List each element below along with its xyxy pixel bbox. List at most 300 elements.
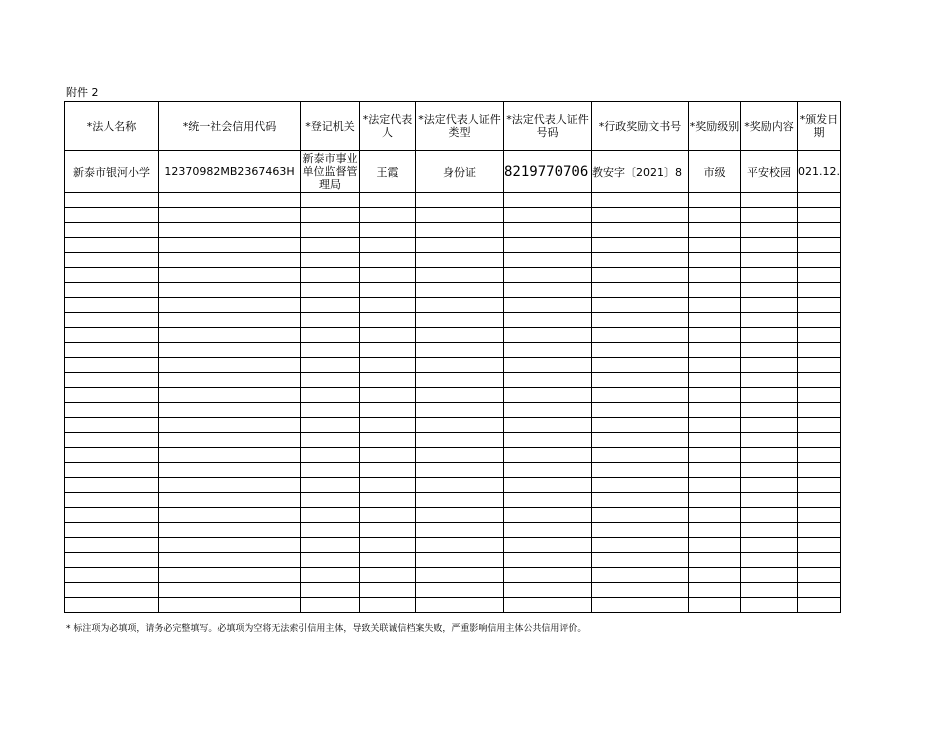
empty-cell[interactable] [689,583,741,598]
empty-cell[interactable] [504,478,592,493]
empty-cell[interactable] [741,388,798,403]
empty-cell[interactable] [741,238,798,253]
table-row [65,208,841,223]
empty-cell[interactable] [416,328,504,343]
empty-cell[interactable] [689,253,741,268]
empty-cell[interactable] [65,433,159,448]
empty-cell[interactable] [798,373,841,388]
empty-cell[interactable] [416,373,504,388]
empty-cell[interactable] [689,463,741,478]
empty-cell[interactable] [741,403,798,418]
empty-cell[interactable] [159,463,301,478]
empty-cell[interactable] [65,328,159,343]
empty-cell[interactable] [592,403,689,418]
empty-cell[interactable] [741,223,798,238]
empty-cell[interactable] [360,253,416,268]
empty-cell[interactable] [65,313,159,328]
empty-cell[interactable] [159,253,301,268]
empty-cell[interactable] [65,553,159,568]
empty-cell[interactable] [301,268,360,283]
empty-cell[interactable] [592,298,689,313]
empty-cell[interactable] [741,538,798,553]
cell-id-type[interactable]: 身份证 [416,151,504,193]
empty-cell[interactable] [592,283,689,298]
empty-cell[interactable] [159,328,301,343]
empty-cell[interactable] [301,373,360,388]
empty-cell[interactable] [741,253,798,268]
empty-cell[interactable] [65,508,159,523]
empty-cell[interactable] [65,403,159,418]
empty-cell[interactable] [689,268,741,283]
empty-cell[interactable] [592,193,689,208]
empty-cell[interactable] [741,493,798,508]
empty-cell[interactable] [798,208,841,223]
empty-cell[interactable] [689,553,741,568]
empty-cell[interactable] [741,193,798,208]
empty-cell[interactable] [504,433,592,448]
empty-cell[interactable] [360,373,416,388]
empty-cell[interactable] [741,583,798,598]
empty-cell[interactable] [65,268,159,283]
empty-cell[interactable] [798,298,841,313]
empty-cell[interactable] [159,208,301,223]
empty-cell[interactable] [301,538,360,553]
empty-cell[interactable] [416,208,504,223]
table-row [65,508,841,523]
empty-cell[interactable] [592,553,689,568]
empty-cell[interactable] [416,268,504,283]
empty-cell[interactable] [159,313,301,328]
empty-cell[interactable] [504,493,592,508]
cell-registration-authority[interactable]: 新泰市事业单位监督管理局 [302,152,358,191]
empty-cell[interactable] [504,193,592,208]
empty-cell[interactable] [301,193,360,208]
empty-cell[interactable] [159,478,301,493]
empty-cell[interactable] [360,193,416,208]
empty-cell[interactable] [592,538,689,553]
empty-cell[interactable] [159,238,301,253]
empty-cell[interactable] [592,358,689,373]
empty-cell[interactable] [504,403,592,418]
empty-cell[interactable] [689,388,741,403]
empty-cell[interactable] [360,238,416,253]
empty-cell[interactable] [416,358,504,373]
empty-cell[interactable] [159,508,301,523]
empty-cell[interactable] [360,388,416,403]
empty-cell[interactable] [689,478,741,493]
cell-id-number[interactable]: 8219770706 [504,151,592,193]
empty-cell[interactable] [65,598,159,613]
empty-cell[interactable] [741,283,798,298]
empty-cell[interactable] [592,568,689,583]
empty-cell[interactable] [798,523,841,538]
empty-cell[interactable] [798,448,841,463]
empty-cell[interactable] [741,598,798,613]
empty-cell[interactable] [504,373,592,388]
empty-cell[interactable] [592,343,689,358]
empty-cell[interactable] [741,418,798,433]
empty-cell[interactable] [689,433,741,448]
cell-legal-name[interactable]: 新泰市银河小学 [65,151,159,193]
empty-cell[interactable] [504,283,592,298]
empty-cell[interactable] [65,283,159,298]
empty-cell[interactable] [741,373,798,388]
empty-cell[interactable] [798,283,841,298]
empty-cell[interactable] [65,583,159,598]
empty-cell[interactable] [504,268,592,283]
empty-cell[interactable] [65,448,159,463]
empty-cell[interactable] [504,358,592,373]
empty-cell[interactable] [65,418,159,433]
empty-cell[interactable] [159,493,301,508]
empty-cell[interactable] [741,463,798,478]
empty-cell[interactable] [416,313,504,328]
table-row [65,328,841,343]
empty-cell[interactable] [65,208,159,223]
empty-cell[interactable] [689,568,741,583]
empty-cell[interactable] [301,223,360,238]
empty-cell[interactable] [416,598,504,613]
empty-cell[interactable] [592,583,689,598]
empty-cell[interactable] [301,238,360,253]
empty-cell[interactable] [65,238,159,253]
empty-cell[interactable] [65,493,159,508]
empty-cell[interactable] [360,343,416,358]
empty-cell[interactable] [360,463,416,478]
header-id-number: *法定代表人证件号码 [504,102,592,151]
empty-cell[interactable] [416,418,504,433]
empty-cell[interactable] [416,223,504,238]
empty-cell[interactable] [159,358,301,373]
empty-cell[interactable] [504,253,592,268]
empty-cell[interactable] [741,508,798,523]
empty-cell[interactable] [798,358,841,373]
empty-cell[interactable] [301,208,360,223]
empty-cell[interactable] [416,403,504,418]
empty-cell[interactable] [159,553,301,568]
empty-cell[interactable] [65,388,159,403]
empty-cell[interactable] [360,493,416,508]
empty-cell[interactable] [416,523,504,538]
empty-cell[interactable] [504,538,592,553]
empty-cell[interactable] [504,508,592,523]
table-row [65,538,841,553]
empty-cell[interactable] [301,478,360,493]
empty-cell[interactable] [301,583,360,598]
empty-cell[interactable] [416,463,504,478]
empty-cell[interactable] [301,568,360,583]
empty-cell[interactable] [301,253,360,268]
empty-cell[interactable] [689,283,741,298]
empty-cell[interactable] [416,343,504,358]
empty-cell[interactable] [798,388,841,403]
empty-cell[interactable] [741,328,798,343]
empty-cell[interactable] [689,523,741,538]
cell-credit-code[interactable]: 12370982MB2367463H [159,151,301,193]
empty-cell[interactable] [592,238,689,253]
empty-cell[interactable] [798,253,841,268]
empty-cell[interactable] [689,238,741,253]
empty-cell[interactable] [360,268,416,283]
empty-cell[interactable] [798,583,841,598]
empty-cell[interactable] [416,538,504,553]
empty-cell[interactable] [798,328,841,343]
empty-cell[interactable] [798,463,841,478]
empty-cell[interactable] [741,433,798,448]
empty-cell[interactable] [65,223,159,238]
empty-cell[interactable] [360,328,416,343]
empty-cell[interactable] [159,193,301,208]
empty-cell[interactable] [741,358,798,373]
empty-cell[interactable] [360,538,416,553]
empty-cell[interactable] [689,328,741,343]
empty-cell[interactable] [159,403,301,418]
empty-cell[interactable] [159,568,301,583]
empty-cell[interactable] [504,448,592,463]
empty-cell[interactable] [504,223,592,238]
empty-cell[interactable] [592,418,689,433]
empty-cell[interactable] [798,193,841,208]
empty-cell[interactable] [301,523,360,538]
empty-cell[interactable] [504,313,592,328]
empty-cell[interactable] [360,403,416,418]
empty-cell[interactable] [592,463,689,478]
empty-cell[interactable] [416,478,504,493]
empty-cell[interactable] [360,283,416,298]
cell-issue-date[interactable]: 021.12. [798,151,841,193]
empty-cell[interactable] [360,208,416,223]
empty-cell[interactable] [65,358,159,373]
empty-cell[interactable] [416,253,504,268]
empty-cell[interactable] [798,403,841,418]
empty-cell[interactable] [592,493,689,508]
empty-cell[interactable] [159,583,301,598]
empty-cell[interactable] [65,193,159,208]
empty-cell[interactable] [65,298,159,313]
cell-document-no[interactable]: 教安字〔2021〕8 [592,151,689,193]
empty-cell[interactable] [65,568,159,583]
empty-cell[interactable] [689,298,741,313]
empty-cell[interactable] [798,343,841,358]
empty-cell[interactable] [504,208,592,223]
empty-cell[interactable] [416,238,504,253]
empty-cell[interactable] [741,523,798,538]
empty-cell[interactable] [798,433,841,448]
empty-cell[interactable] [592,433,689,448]
empty-cell[interactable] [798,223,841,238]
empty-cell[interactable] [360,598,416,613]
empty-cell[interactable] [592,208,689,223]
empty-cell[interactable] [159,343,301,358]
empty-cell[interactable] [504,463,592,478]
empty-cell[interactable] [798,553,841,568]
empty-cell[interactable] [65,523,159,538]
empty-cell[interactable] [592,373,689,388]
empty-cell[interactable] [741,313,798,328]
empty-cell[interactable] [301,508,360,523]
empty-cell[interactable] [689,373,741,388]
empty-cell[interactable] [416,568,504,583]
empty-cell[interactable] [301,328,360,343]
empty-cell[interactable] [301,298,360,313]
empty-cell[interactable] [416,508,504,523]
empty-cell[interactable] [360,298,416,313]
empty-cell[interactable] [159,283,301,298]
empty-cell[interactable] [65,373,159,388]
empty-cell[interactable] [798,478,841,493]
empty-cell[interactable] [301,388,360,403]
empty-cell[interactable] [689,448,741,463]
empty-cell[interactable] [416,283,504,298]
table-row [65,568,841,583]
empty-cell[interactable] [741,568,798,583]
empty-cell[interactable] [159,223,301,238]
empty-cell[interactable] [592,313,689,328]
empty-cell[interactable] [159,388,301,403]
empty-cell[interactable] [416,583,504,598]
empty-cell[interactable] [798,418,841,433]
empty-cell[interactable] [301,448,360,463]
cell-legal-rep[interactable]: 王霞 [360,151,416,193]
header-registration-authority: *登记机关 [301,102,360,151]
empty-cell[interactable] [504,568,592,583]
empty-cell[interactable] [689,403,741,418]
empty-cell[interactable] [798,598,841,613]
empty-cell[interactable] [301,418,360,433]
empty-cell[interactable] [798,538,841,553]
empty-cell[interactable] [416,493,504,508]
empty-cell[interactable] [592,268,689,283]
empty-cell[interactable] [301,313,360,328]
empty-cell[interactable] [416,553,504,568]
empty-cell[interactable] [360,433,416,448]
empty-cell[interactable] [798,568,841,583]
empty-cell[interactable] [592,253,689,268]
empty-cell[interactable] [416,193,504,208]
empty-cell[interactable] [360,583,416,598]
empty-cell[interactable] [360,508,416,523]
empty-cell[interactable] [798,268,841,283]
empty-cell[interactable] [798,508,841,523]
empty-cell[interactable] [360,478,416,493]
empty-cell[interactable] [504,298,592,313]
empty-cell[interactable] [65,478,159,493]
empty-cell[interactable] [301,598,360,613]
empty-cell[interactable] [592,508,689,523]
empty-cell[interactable] [65,538,159,553]
empty-cell[interactable] [159,433,301,448]
empty-cell[interactable] [741,478,798,493]
empty-cell[interactable] [689,208,741,223]
empty-cell[interactable] [504,553,592,568]
empty-cell[interactable] [301,433,360,448]
cell-award-content[interactable]: 平安校园 [741,151,798,193]
empty-cell[interactable] [301,403,360,418]
empty-cell[interactable] [798,313,841,328]
empty-cell[interactable] [360,568,416,583]
empty-cell[interactable] [504,598,592,613]
empty-cell[interactable] [159,268,301,283]
empty-cell[interactable] [159,373,301,388]
empty-cell[interactable] [592,388,689,403]
empty-cell[interactable] [65,253,159,268]
empty-cell[interactable] [159,523,301,538]
empty-cell[interactable] [689,598,741,613]
empty-cell[interactable] [504,343,592,358]
empty-cell[interactable] [504,583,592,598]
empty-cell[interactable] [689,493,741,508]
empty-cell[interactable] [159,448,301,463]
empty-cell[interactable] [741,298,798,313]
header-award-level: *奖励级别 [689,102,741,151]
empty-cell[interactable] [592,223,689,238]
empty-cell[interactable] [592,448,689,463]
empty-cell[interactable] [360,358,416,373]
empty-cell[interactable] [504,238,592,253]
empty-cell[interactable] [689,313,741,328]
cell-award-level[interactable]: 市级 [689,151,741,193]
empty-cell[interactable] [689,538,741,553]
empty-cell[interactable] [159,538,301,553]
empty-cell[interactable] [689,193,741,208]
empty-cell[interactable] [301,553,360,568]
empty-cell[interactable] [504,523,592,538]
empty-cell[interactable] [592,598,689,613]
empty-cell[interactable] [689,508,741,523]
empty-cell[interactable] [592,478,689,493]
empty-cell[interactable] [416,448,504,463]
empty-cell[interactable] [360,223,416,238]
empty-cell[interactable] [65,463,159,478]
empty-cell[interactable] [504,388,592,403]
empty-cell[interactable] [592,328,689,343]
empty-cell[interactable] [689,223,741,238]
empty-cell[interactable] [360,523,416,538]
empty-cell[interactable] [416,388,504,403]
empty-cell[interactable] [360,553,416,568]
empty-cell[interactable] [504,418,592,433]
empty-cell[interactable] [741,268,798,283]
empty-cell[interactable] [360,313,416,328]
empty-cell[interactable] [301,358,360,373]
empty-cell[interactable] [689,418,741,433]
empty-cell[interactable] [360,448,416,463]
empty-cell[interactable] [159,598,301,613]
empty-cell[interactable] [65,343,159,358]
empty-cell[interactable] [504,328,592,343]
empty-cell[interactable] [301,343,360,358]
empty-cell[interactable] [301,493,360,508]
empty-cell[interactable] [301,283,360,298]
empty-cell[interactable] [741,343,798,358]
empty-cell[interactable] [159,418,301,433]
empty-cell[interactable] [416,298,504,313]
empty-cell[interactable] [798,238,841,253]
empty-cell[interactable] [798,493,841,508]
empty-cell[interactable] [689,343,741,358]
empty-cell[interactable] [301,463,360,478]
empty-cell[interactable] [592,523,689,538]
empty-cell[interactable] [689,358,741,373]
empty-cell[interactable] [741,448,798,463]
empty-cell[interactable] [741,208,798,223]
empty-cell[interactable] [159,298,301,313]
empty-cell[interactable] [360,418,416,433]
header-credit-code: *统一社会信用代码 [159,102,301,151]
empty-cell[interactable] [416,433,504,448]
header-legal-name: *法人名称 [65,102,159,151]
empty-cell[interactable] [741,553,798,568]
